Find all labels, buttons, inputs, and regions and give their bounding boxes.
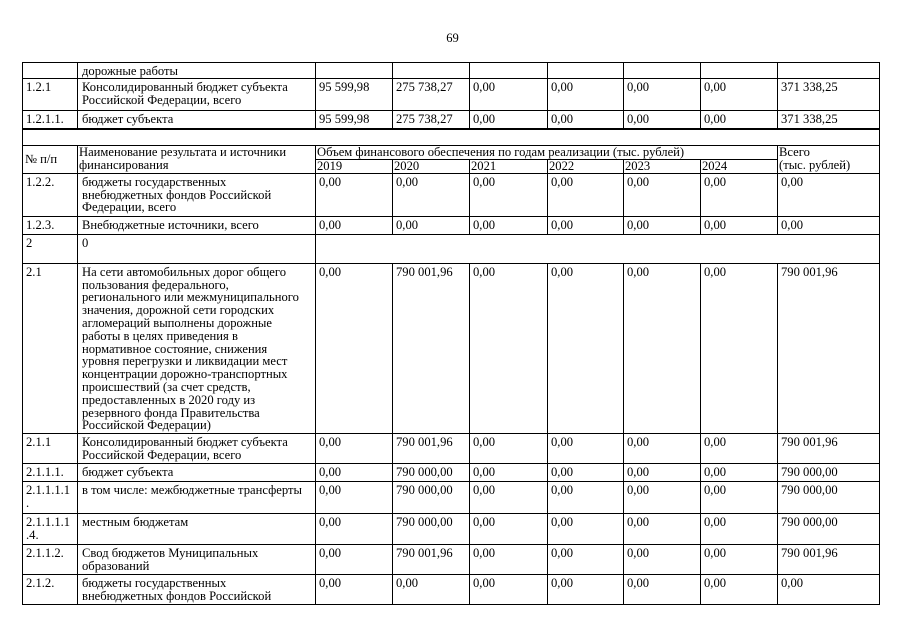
value-2021: 0,00 [470,173,548,216]
row-number: 2.1.1 [23,433,78,463]
row-name: бюджеты государственных внебюджетных фондов Российской [78,574,316,604]
value-2020: 790 001,96 [393,433,470,463]
row-name: в том числе: межбюджетные трансферты [78,481,316,513]
blank-cell [23,129,880,146]
value-2024: 0,00 [701,173,778,216]
value-2020: 275 738,27 [393,111,470,129]
value-2021: 0,00 [470,481,548,513]
value-2022 [548,63,624,79]
value-2020: 790 001,96 [393,544,470,574]
value-2024: 0,00 [701,544,778,574]
page-number: 69 [446,31,459,45]
value-2021: 0,00 [470,79,548,111]
table-row [23,111,880,129]
value-2024: 0,00 [701,111,778,129]
row-number: 2.1.1.1.1 . [23,481,78,513]
table-header [23,146,880,174]
value-2024: 0,00 [701,463,778,481]
row-total: 790 000,00 [778,513,880,544]
value-2024: 0,00 [701,433,778,463]
value-2020 [393,63,470,79]
merged-empty-cell [316,234,880,263]
table-row [23,463,880,481]
row-number: 1.2.3. [23,216,78,234]
row-total: 0,00 [778,574,880,604]
row-total: 790 001,96 [778,544,880,574]
value-2019: 0,00 [316,216,393,234]
value-2020: 790 000,00 [393,481,470,513]
header-funding-volume: Объем финансового обеспечения по годам реализации (тыс. рублей) [316,146,778,160]
value-2022: 0,00 [548,463,624,481]
row-name: бюджет субъекта [78,111,316,129]
value-2019: 0,00 [316,463,393,481]
value-2023: 0,00 [624,111,701,129]
row-total: 371 338,25 [778,111,880,129]
value-2020: 275 738,27 [393,79,470,111]
table-gap [23,129,880,146]
row-name: На сети автомобильных дорог общего пользования федерального, регионального или межмуниципального значения, дорожной сети городских агломераций выполнены дорожные работы в целях приведения в нормативное состояние, снижения уровня перегрузки и ликвидации мест концентрации дорожно-транспортных происшествий (за счет средств, предоставленных в 2020 году из резервного фонда Правительства Российской Федерации) [78,263,316,433]
row-total: 0,00 [778,216,880,234]
value-2019: 0,00 [316,433,393,463]
value-2023 [624,63,701,79]
value-2022: 0,00 [548,111,624,129]
value-2020: 790 000,00 [393,463,470,481]
value-2021: 0,00 [470,544,548,574]
table-row [23,79,880,111]
value-2021: 0,00 [470,111,548,129]
value-2019: 0,00 [316,173,393,216]
value-2022: 0,00 [548,173,624,216]
header-year: 2019 [316,159,393,173]
value-2019: 0,00 [316,263,393,433]
value-2020: 790 000,00 [393,513,470,544]
row-name: бюджеты государственных внебюджетных фондов Российской Федерации, всего [78,173,316,216]
financing-table [22,62,880,605]
table-row [23,574,880,604]
header-year: 2021 [470,159,548,173]
table-row [23,481,880,513]
value-2024: 0,00 [701,263,778,433]
row-name: Консолидированный бюджет субъекта Российской Федерации, всего [78,79,316,111]
value-2024: 0,00 [701,216,778,234]
row-number: 1.2.1 [23,79,78,111]
table-row [23,63,880,79]
table-row [23,216,880,234]
value-2019: 0,00 [316,513,393,544]
row-name: дорожные работы [78,63,316,79]
row-number: 2.1 [23,263,78,433]
value-2023: 0,00 [624,173,701,216]
value-2020: 0,00 [393,173,470,216]
value-2023: 0,00 [624,79,701,111]
table-row [23,544,880,574]
table-row [23,263,880,433]
value-2019: 95 599,98 [316,111,393,129]
table-row [23,234,880,263]
row-name: 0 [78,234,316,263]
row-name: Консолидированный бюджет субъекта Российской Федерации, всего [78,433,316,463]
table-row [23,433,880,463]
table-row [23,513,880,544]
row-number: 1.2.1.1. [23,111,78,129]
header-name: Наименование результата и источники финансирования [78,146,316,174]
header-total: Всего (тыс. рублей) [778,146,880,174]
value-2024: 0,00 [701,513,778,544]
value-2021 [470,63,548,79]
value-2022: 0,00 [548,263,624,433]
row-number: 2 [23,234,78,263]
value-2020: 0,00 [393,216,470,234]
value-2023: 0,00 [624,544,701,574]
value-2021: 0,00 [470,513,548,544]
value-2022: 0,00 [548,481,624,513]
value-2019: 0,00 [316,574,393,604]
header-row [23,146,880,160]
header-year: 2023 [624,159,701,173]
value-2019: 95 599,98 [316,79,393,111]
value-2020: 0,00 [393,574,470,604]
value-2022: 0,00 [548,433,624,463]
value-2023: 0,00 [624,463,701,481]
row-name: Внебюджетные источники, всего [78,216,316,234]
table-row [23,173,880,216]
value-2023: 0,00 [624,574,701,604]
row-total [778,63,880,79]
value-2021: 0,00 [470,216,548,234]
header-year: 2022 [548,159,624,173]
table-rows-top [23,63,880,129]
value-2021: 0,00 [470,463,548,481]
value-2019 [316,63,393,79]
row-number [23,63,78,79]
value-2023: 0,00 [624,481,701,513]
value-2021: 0,00 [470,433,548,463]
table-rows-main [23,173,880,604]
value-2023: 0,00 [624,216,701,234]
value-2024: 0,00 [701,574,778,604]
row-total: 0,00 [778,173,880,216]
row-total: 790 001,96 [778,433,880,463]
value-2023: 0,00 [624,263,701,433]
value-2024 [701,63,778,79]
value-2022: 0,00 [548,216,624,234]
row-total: 371 338,25 [778,79,880,111]
row-number: 2.1.2. [23,574,78,604]
row-number: 2.1.1.1. [23,463,78,481]
row-number: 1.2.2. [23,173,78,216]
row-name: бюджет субъекта [78,463,316,481]
header-number: № п/п [23,146,78,174]
value-2023: 0,00 [624,513,701,544]
row-number: 2.1.1.1.1 .4. [23,513,78,544]
value-2021: 0,00 [470,574,548,604]
row-total: 790 000,00 [778,463,880,481]
value-2022: 0,00 [548,513,624,544]
value-2023: 0,00 [624,433,701,463]
value-2022: 0,00 [548,574,624,604]
row-total: 790 001,96 [778,263,880,433]
row-total: 790 000,00 [778,481,880,513]
row-name: местным бюджетам [78,513,316,544]
blank-row [23,129,880,146]
value-2021: 0,00 [470,263,548,433]
value-2024: 0,00 [701,481,778,513]
value-2019: 0,00 [316,481,393,513]
header-year: 2020 [393,159,470,173]
value-2020: 790 001,96 [393,263,470,433]
value-2019: 0,00 [316,544,393,574]
row-name: Свод бюджетов Муниципальных образований [78,544,316,574]
row-number: 2.1.1.2. [23,544,78,574]
value-2024: 0,00 [701,79,778,111]
value-2022: 0,00 [548,544,624,574]
header-year: 2024 [701,159,778,173]
value-2022: 0,00 [548,79,624,111]
